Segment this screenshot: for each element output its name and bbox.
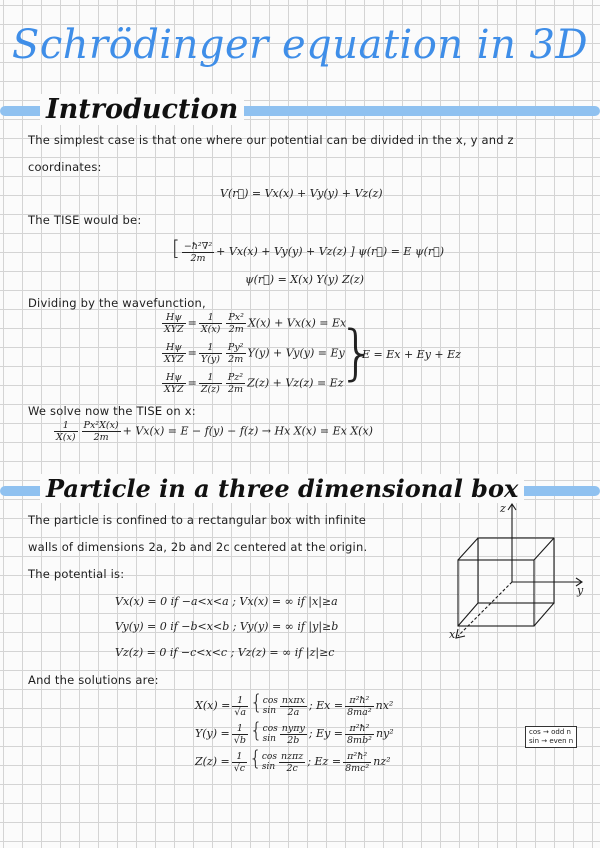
row-coef-denominator: X(x)	[200, 324, 221, 335]
energy-numerator: π²ħ²	[345, 695, 374, 707]
row-lhs-denominator: XYZ	[164, 324, 184, 335]
box-paragraph-3: And the solutions are:	[28, 673, 159, 687]
energy-sum: E = Ex + Ey + Ez	[362, 348, 461, 361]
row-lhs-numerator: Hψ	[162, 372, 186, 384]
row-rest: Z(z) + Vz(z) = Ez	[247, 376, 344, 390]
energy-denominator: 8mc²	[345, 762, 370, 774]
right-brace: }	[338, 318, 377, 388]
separated-row: $\frac{H\psi}{\text{XYZ}}$ = $\frac{1}{X(x)}$ $\frac{\text{Px²}}{2m}$ X(x) + Vx(x) = Ex	[164, 312, 347, 335]
potential-equation: V(r⃗) = Vx(x) + Vy(y) + Vz(z)	[220, 187, 383, 200]
note-sin: sin → even n	[529, 737, 574, 745]
solve-momentum-numerator: Px²X(x)	[83, 420, 119, 431]
row-coef-numerator: 1	[199, 342, 222, 354]
row-momentum-denominator: 2m	[228, 354, 244, 365]
arg-numerator: nyπy	[281, 722, 305, 734]
intro-paragraph-2: The TISE would be:	[28, 213, 142, 227]
energy-quantum-number: nx²	[375, 699, 394, 712]
intro-paragraph-1: The simplest case is that one where our potential can be divided in the x, y and z	[28, 133, 514, 147]
norm-denominator: √c	[233, 762, 246, 774]
trig-sin: sin	[262, 706, 277, 716]
tise-equation: [ $\frac{\text{−ħ²∇²}}{2m}$ + Vx(x) + Vy(y) + Vz(z) ] ψ(r⃗) = E ψ(r⃗)	[172, 236, 445, 264]
tise-x-equation	[52, 420, 373, 443]
norm-denominator: √a	[234, 706, 247, 718]
norm-denominator: √b	[233, 734, 246, 746]
solve-coef-denominator: X(x)	[56, 432, 76, 443]
row-momentum-numerator: Px²	[228, 312, 244, 323]
solution-row: X(x) = $\frac{1}{√a}$ {cos sin $\frac{\text{nxπx}}{2a}$ ; Ex = $\frac{\text{π²ħ²}}{\text{8ma²}}$ nx²	[195, 690, 394, 718]
solution-lhs: X(x) =	[195, 699, 231, 712]
solution-lhs: Y(y) =	[195, 727, 230, 740]
solve-coef-numerator: 1	[54, 420, 78, 432]
row-rest: Y(y) + Vy(y) = Ey	[247, 346, 345, 360]
potential-y: Vy(y) = 0 if −b<x<b ; Vy(y) = ∞ if |y|≥b	[115, 620, 339, 633]
x-axis-label: x	[449, 628, 456, 641]
box-front-face	[458, 560, 534, 626]
row-momentum-denominator: 2m	[228, 324, 244, 335]
box-back-face	[478, 538, 554, 603]
row-lhs-denominator: XYZ	[164, 354, 184, 365]
trig-cos: cos	[261, 752, 277, 762]
arg-denominator: 2b	[287, 734, 300, 746]
solve-momentum-denominator: 2m	[93, 432, 109, 443]
solution-lhs: Z(z) =	[195, 755, 230, 768]
box-paragraph-1: The particle is confined to a rectangular box with infinite	[28, 513, 367, 527]
arg-numerator: nzπz	[280, 750, 304, 762]
box-heading: Particle in a three dimensional box	[40, 474, 524, 503]
energy-denominator: 8mb²	[347, 734, 372, 746]
solve-rest: + Vx(x) = E − f(y) − f(z) → Hx X(x) = Ex X(x)	[122, 424, 373, 438]
row-coef-numerator: 1	[199, 312, 223, 324]
solutions	[195, 690, 394, 774]
row-lhs-denominator: XYZ	[164, 384, 184, 395]
energy-quantum-number: nz²	[373, 755, 391, 768]
trig-cos: cos	[262, 724, 278, 734]
trig-sin: sin	[262, 734, 276, 744]
solution-row: Z(z) = $\frac{1}{√c}$ {cos sin $\frac{\text{nzπz}}{2c}$ ; Ez = $\frac{\text{π²ħ²}}{\text{8mc²}}$ nz²	[195, 746, 391, 774]
intro-paragraph-3: Dividing by the wavefunction,	[28, 296, 206, 310]
tise-rest: + Vx(x) + Vy(y) + Vz(z) ] ψ(r⃗) = E ψ(r⃗)	[216, 245, 445, 258]
energy-quantum-number: ny²	[375, 727, 394, 740]
row-momentum-numerator: Py²	[227, 342, 244, 353]
row-momentum-denominator: 2m	[227, 384, 244, 395]
norm-numerator: 1	[232, 695, 248, 707]
row-lhs-numerator: Hψ	[162, 342, 186, 354]
tise-denominator: 2m	[190, 252, 206, 264]
note-cos: cos → odd n	[529, 728, 571, 736]
arg-denominator: 2c	[286, 762, 298, 774]
trig-cos: cos	[262, 696, 278, 706]
energy-lhs: ; Ey =	[308, 727, 344, 740]
x-axis	[458, 582, 512, 636]
parity-note	[525, 726, 577, 748]
norm-numerator: 1	[232, 751, 247, 763]
separated-row: $\frac{H\psi}{\text{XYZ}}$ = $\frac{1}{Z(z)}$ $\frac{\text{Pz²}}{2m}$ Z(z) + Vz(z) = Ez	[164, 372, 344, 395]
row-coef-numerator: 1	[199, 372, 222, 384]
energy-lhs: ; Ex =	[308, 699, 344, 712]
separated-equations	[160, 312, 346, 402]
arg-numerator: nxπx	[281, 694, 305, 706]
box-paragraph-1b: walls of dimensions 2a, 2b and 2c centered at the origin.	[28, 540, 368, 554]
box-paragraph-2: The potential is:	[28, 567, 125, 581]
energy-denominator: 8ma²	[347, 706, 372, 718]
row-momentum-numerator: Pz²	[227, 372, 244, 383]
row-coef-denominator: Z(z)	[200, 384, 220, 395]
y-axis-label: y	[577, 584, 584, 597]
intro-paragraph-4: We solve now the TISE on x:	[28, 404, 196, 418]
solution-row: Y(y) = $\frac{1}{√b}$ {cos sin $\frac{\text{nyπy}}{2b}$ ; Ey = $\frac{\text{π²ħ²}}{\text{8mb²}}$ ny²	[195, 718, 394, 746]
potential-z: Vz(z) = 0 if −c<x<c ; Vz(z) = ∞ if |z|≥c	[115, 646, 335, 659]
intro-heading: Introduction	[40, 94, 244, 125]
row-lhs-numerator: Hψ	[162, 312, 186, 324]
row-coef-denominator: Y(y)	[200, 354, 220, 365]
box-diagram	[440, 498, 590, 646]
energy-numerator: π²ħ²	[343, 751, 371, 763]
trig-sin: sin	[261, 762, 276, 772]
norm-numerator: 1	[232, 723, 248, 735]
energy-numerator: π²ħ²	[345, 723, 374, 735]
potential-x: Vx(x) = 0 if −a<x<a ; Vx(x) = ∞ if |x|≥a	[115, 595, 338, 608]
tise-numerator: −ħ²∇²	[183, 240, 213, 252]
page-title: Schrödinger equation in 3D	[11, 22, 589, 68]
row-rest: X(x) + Vx(x) = Ex	[247, 316, 347, 330]
separated-row: $\frac{H\psi}{\text{XYZ}}$ = $\frac{1}{Y(y)}$ $\frac{\text{Py²}}{2m}$ Y(y) + Vy(y) = Ey	[164, 342, 345, 365]
arg-denominator: 2a	[287, 706, 300, 718]
wavefunction-separation: ψ(r⃗) = X(x) Y(y) Z(z)	[245, 273, 364, 286]
intro-paragraph-1b: coordinates:	[28, 160, 102, 174]
energy-lhs: ; Ez =	[307, 755, 342, 768]
z-axis-label: z	[500, 502, 506, 515]
